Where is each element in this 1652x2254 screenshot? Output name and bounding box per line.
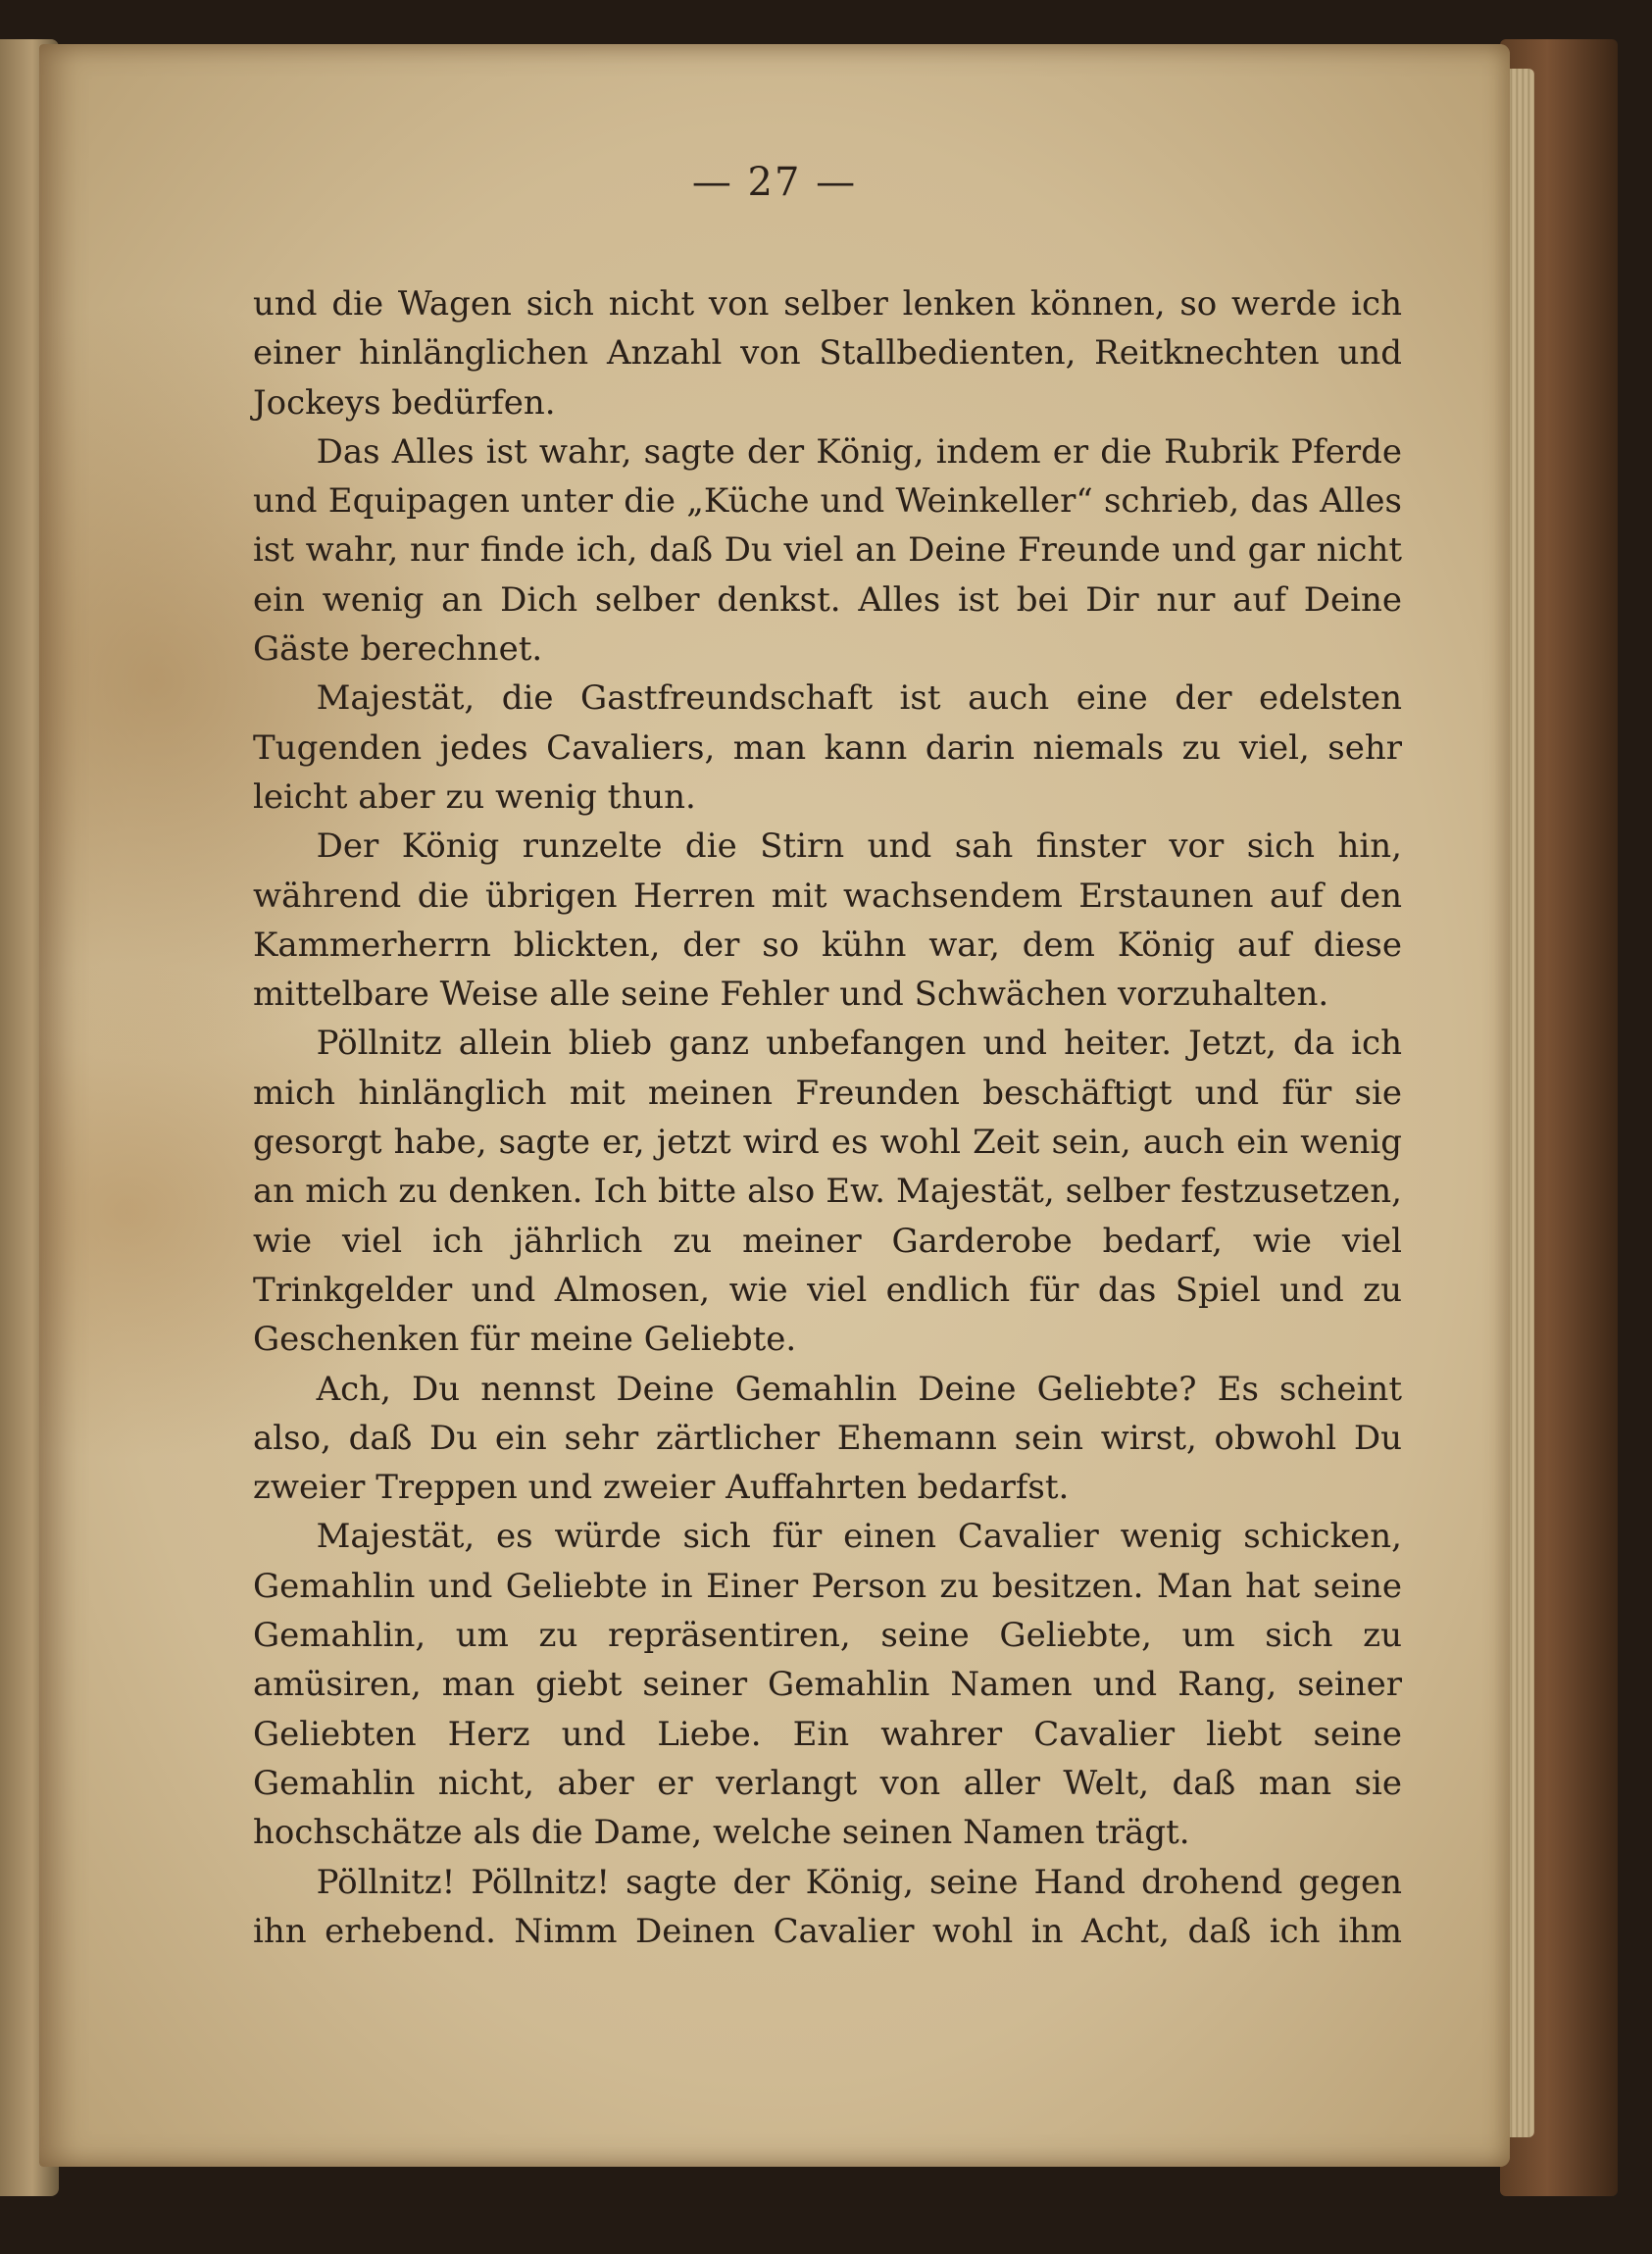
paragraph: Majestät, es würde sich für einen Cavalier wenig schicken, Gemahlin und Geliebte in Einer Person zu besitzen. Man hat seine Gemahlin, um zu repräsentiren, seine Geliebte, um sich zu amüsiren, man giebt seiner Gemahlin Namen und Rang, seiner Geliebten Herz und Liebe. Ein wahrer Cavalier liebt seine Gemahlin nicht, aber er verlangt von aller Welt, daß man sie hochschätze als die Dame, welche seinen Namen trägt. bbox=[253, 1517, 1402, 1853]
page-text bbox=[253, 279, 1402, 1956]
paragraph: Der König runzelte die Stirn und sah finster vor sich hin, während die übrigen Herren mit wachsendem Erstaunen auf den Kammerherrn blickten, der so kühn war, dem König auf diese mittelbare Weise alle seine Fehler und Schwächen vorzuhalten. bbox=[253, 826, 1402, 1015]
paragraph: Das Alles ist wahr, sagte der König, indem er die Rubrik Pferde und Equipagen unter die „Küche und Weinkeller“ schrieb, das Alles ist wahr, nur finde ich, daß Du viel an Deine Freunde und gar nicht ein wenig an Dich selber denkst. Alles ist bei Dir nur auf Deine Gäste berechnet. bbox=[253, 431, 1402, 670]
paragraph: Pöllnitz! Pöllnitz! sagte der König, seine Hand drohend gegen ihn erhebend. Nimm Deinen Cavalier wohl in Acht, daß ich ihm bbox=[253, 1862, 1402, 1951]
paragraph: Pöllnitz allein blieb ganz unbefangen und heiter. Jetzt, da ich mich hinlänglich mit meinen Freunden beschäftigt und für sie gesorgt habe, sagte er, jetzt wird es wohl Zeit sein, auch ein wenig an mich zu denken. Ich bitte also Ew. Majestät, selber festzusetzen, wie viel ich jährlich zu meiner Garderobe bedarf, wie viel Trinkgelder und Almosen, wie viel endlich für das Spiel und zu Geschenken für meine Geliebte. bbox=[253, 1024, 1402, 1360]
book-page bbox=[39, 44, 1510, 2167]
paragraph: Ach, Du nennst Deine Gemahlin Deine Geliebte? Es scheint also, daß Du ein sehr zärtlicher Ehemann sein wirst, obwohl Du zweier Treppen und zweier Auffahrten bedarfst. bbox=[253, 1369, 1402, 1508]
paragraph: und die Wagen sich nicht von selber lenken können, so werde ich einer hinlänglichen Anzahl von Stallbedienten, Reitknechten und Jockeys bedürfen. bbox=[253, 284, 1402, 423]
page-number: — 27 — bbox=[691, 160, 858, 205]
paragraph: Majestät, die Gastfreundschaft ist auch eine der edelsten Tugenden jedes Cavaliers, man kann darin niemals zu viel, sehr leicht aber zu wenig thun. bbox=[253, 678, 1402, 817]
